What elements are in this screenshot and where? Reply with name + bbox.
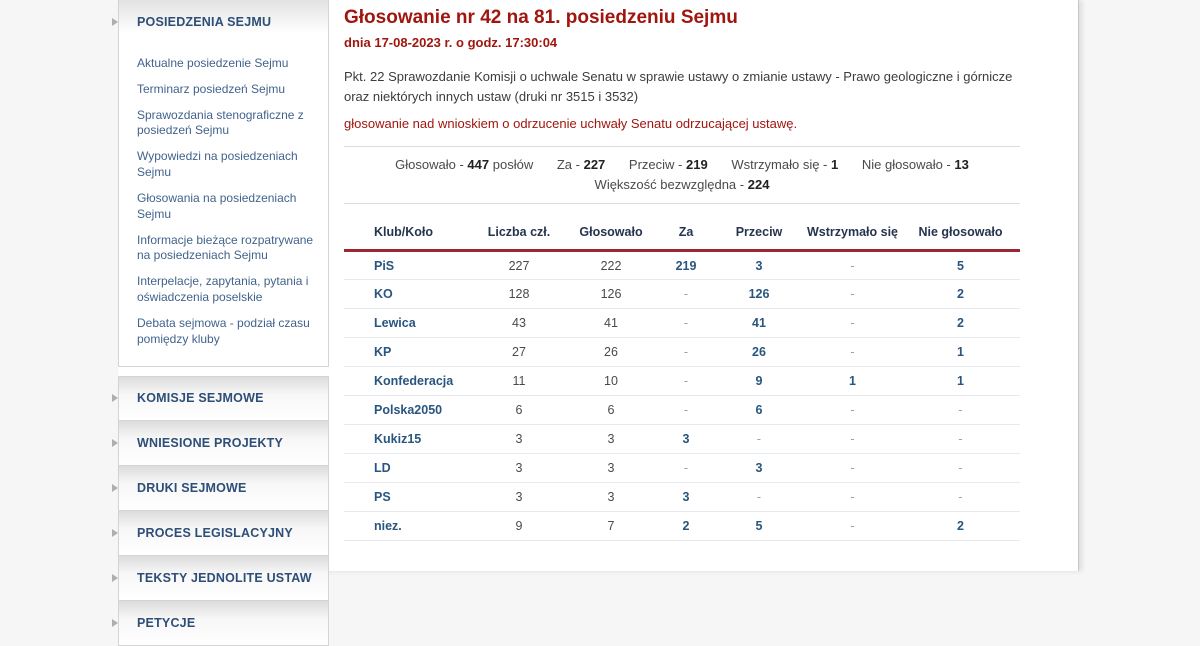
table-row [344,309,1020,338]
nie-glosowalo-cell[interactable]: 1 [901,338,1020,367]
members-cell: 9 [474,512,564,541]
members-cell: 3 [474,483,564,512]
wstrzymalo-cell: - [804,425,901,454]
col-header-liczba: Liczba czł. [474,216,564,251]
voted-cell: 3 [564,425,658,454]
za-cell[interactable]: 3 [658,425,714,454]
members-cell: 27 [474,338,564,367]
table-row [344,425,1020,454]
summary-majority: Większość bezwzględna - 224 [594,177,770,192]
summary-za: Za - 227 [556,157,606,172]
col-header-klub: Klub/Koło [344,216,474,251]
wstrzymalo-cell: - [804,280,901,309]
col-header-za: Za [658,216,714,251]
club-link[interactable]: PiS [344,251,474,280]
przeciw-cell[interactable]: 126 [714,280,804,309]
club-link[interactable]: Konfederacja [344,367,474,396]
za-cell: - [658,280,714,309]
sidebar-item-aktualne-posiedzenie[interactable]: Aktualne posiedzenie Sejmu [137,56,289,70]
main-content [344,0,1020,541]
wstrzymalo-cell: - [804,512,901,541]
table-row [344,512,1020,541]
members-cell: 128 [474,280,564,309]
table-row [344,367,1020,396]
page-title: Głosowanie nr 42 na 81. posiedzeniu Sejmu [344,7,738,28]
chevron-right-icon [112,18,118,26]
wstrzymalo-cell: - [804,483,901,512]
sidebar-section-wniesione-projekty[interactable] [118,421,329,466]
sidebar-links [119,39,328,366]
voted-cell: 26 [564,338,658,367]
voted-cell: 41 [564,309,658,338]
za-cell: - [658,309,714,338]
sidebar-section-label: TEKSTY JEDNOLITE USTAW [137,570,312,585]
za-cell: - [658,367,714,396]
vote-summary-line1 [344,157,1020,172]
divider [344,203,1020,204]
members-cell: 11 [474,367,564,396]
col-header-wstrzymalo: Wstrzymało się [804,216,901,251]
sidebar-item-glosowania[interactable]: Głosowania na posiedzeniach Sejmu [137,190,297,221]
col-header-glosowalo: Głosowało [564,216,658,251]
przeciw-cell[interactable]: 41 [714,309,804,338]
sidebar-section-posiedzenia-sejmu[interactable] [119,0,328,39]
chevron-right-icon [112,394,118,402]
summary-wstrzymalo: Wstrzymało się - 1 [731,157,839,172]
voted-cell: 7 [564,512,658,541]
sidebar-section-label: POSIEDZENIA SEJMU [137,15,272,29]
voted-cell: 126 [564,280,658,309]
club-link[interactable]: Kukiz15 [344,425,474,454]
nie-glosowalo-cell[interactable]: 2 [901,280,1020,309]
table-row [344,483,1020,512]
wstrzymalo-cell: - [804,309,901,338]
sidebar-item-interpelacje[interactable]: Interpelacje, zapytania, pytania i oświadczenia poselskie [137,274,309,305]
members-cell: 3 [474,425,564,454]
nie-glosowalo-cell: - [901,425,1020,454]
club-link[interactable]: KO [344,280,474,309]
przeciw-cell[interactable]: 26 [714,338,804,367]
przeciw-cell[interactable]: 3 [714,251,804,280]
club-link[interactable]: niez. [344,512,474,541]
table-header-row [344,216,1020,251]
members-cell: 43 [474,309,564,338]
club-link[interactable]: Lewica [344,309,474,338]
sidebar-section-label: PETYCJE [137,615,196,630]
summary-value: 227 [583,157,606,172]
table-row [344,338,1020,367]
sidebar-section-druki-sejmowe[interactable] [118,466,329,511]
przeciw-cell: - [714,425,804,454]
voted-cell: 10 [564,367,658,396]
sidebar-item-wypowiedzi[interactable]: Wypowiedzi na posiedzeniach Sejmu [137,149,298,180]
przeciw-cell: - [714,483,804,512]
members-cell: 227 [474,251,564,280]
sidebar-item-terminarz[interactable]: Terminarz posiedzeń Sejmu [137,81,286,96]
za-cell[interactable]: 2 [658,512,714,541]
sidebar-section-komisje-sejmowe[interactable] [118,376,329,421]
voted-cell: 3 [564,483,658,512]
sidebar-item-sprawozdania-stenograficzne[interactable]: Sprawozdania stenograficzne z posiedzeń Sejmu [137,107,304,138]
club-link[interactable]: LD [344,454,474,483]
voted-cell: 222 [564,251,658,280]
sidebar [118,0,329,646]
summary-value: 447 [467,157,490,172]
nie-glosowalo-cell[interactable]: 2 [901,512,1020,541]
sidebar-section-label: DRUKI SEJMOWE [137,480,247,495]
col-header-nie-glosowalo: Nie głosowało [901,216,1020,251]
summary-value: 219 [686,157,708,172]
chevron-right-icon [112,439,118,447]
sidebar-section-petycje[interactable] [118,601,329,646]
sidebar-box-posiedzenia [118,0,329,367]
wstrzymalo-cell[interactable]: 1 [804,367,901,396]
nie-glosowalo-cell[interactable]: 2 [901,309,1020,338]
za-cell[interactable]: 3 [658,483,714,512]
nie-glosowalo-cell[interactable]: 5 [901,251,1020,280]
wstrzymalo-cell: - [804,454,901,483]
nie-glosowalo-cell: - [901,483,1020,512]
summary-value: 13 [954,157,969,172]
sidebar-section-label: KOMISJE SEJMOWE [137,391,264,406]
nie-glosowalo-cell[interactable]: 1 [901,367,1020,396]
summary-przeciw: Przeciw - 219 [628,157,708,172]
vote-results-table [344,216,1020,541]
vote-subject: głosowanie nad wnioskiem o odrzucenie uchwały Senatu odrzucającej ustawę. [344,116,798,131]
za-cell: - [658,396,714,425]
summary-value: 1 [831,157,839,172]
wstrzymalo-cell: - [804,396,901,425]
przeciw-cell[interactable]: 5 [714,512,804,541]
przeciw-cell[interactable]: 6 [714,396,804,425]
vote-summary [344,147,1020,203]
sidebar-section-teksty-jednolite[interactable] [118,556,329,601]
club-link[interactable]: KP [344,338,474,367]
chevron-right-icon [112,529,118,537]
chevron-right-icon [112,619,118,627]
przeciw-cell[interactable]: 3 [714,454,804,483]
club-link[interactable]: PS [344,483,474,512]
table-row [344,454,1020,483]
sidebar-section-label: PROCES LEGISLACYJNY [137,525,293,540]
voted-cell: 3 [564,454,658,483]
voted-cell: 6 [564,396,658,425]
za-cell: - [658,454,714,483]
chevron-right-icon [112,484,118,492]
table-row [344,280,1020,309]
summary-glosowalo: Głosowało - 447 posłów [395,157,534,172]
members-cell: 6 [474,396,564,425]
sidebar-section-proces-legislacyjny[interactable] [118,511,329,556]
nie-glosowalo-cell: - [901,454,1020,483]
sidebar-section-label: WNIESIONE PROJEKTY [137,435,283,450]
sidebar-item-informacje-biezace[interactable]: Informacje bieżące rozpatrywane na posiedzeniach Sejmu [137,232,314,263]
wstrzymalo-cell: - [804,251,901,280]
chevron-right-icon [112,574,118,582]
col-header-przeciw: Przeciw [714,216,804,251]
club-link[interactable]: Polska2050 [344,396,474,425]
agenda-item-description: Pkt. 22 Sprawozdanie Komisji o uchwale Senatu w sprawie ustawy o zmianie ustawy - Prawo geologiczne i górnicze oraz niektórych innych ustaw (druki nr 3515 i 3532) [344,69,1013,104]
sidebar-item-debata-sejmowa[interactable]: Debata sejmowa - podział czasu pomiędzy kluby [137,315,310,346]
za-cell[interactable]: 219 [658,251,714,280]
summary-nie-glosowalo: Nie głosowało - 13 [861,157,969,172]
members-cell: 3 [474,454,564,483]
table-row [344,251,1020,280]
summary-value: 224 [747,177,770,192]
wstrzymalo-cell: - [804,338,901,367]
page-content [118,0,1079,630]
nie-glosowalo-cell: - [901,396,1020,425]
przeciw-cell[interactable]: 9 [714,367,804,396]
vote-datetime: dnia 17-08-2023 r. o godz. 17:30:04 [344,35,558,50]
za-cell: - [658,338,714,367]
table-row [344,396,1020,425]
